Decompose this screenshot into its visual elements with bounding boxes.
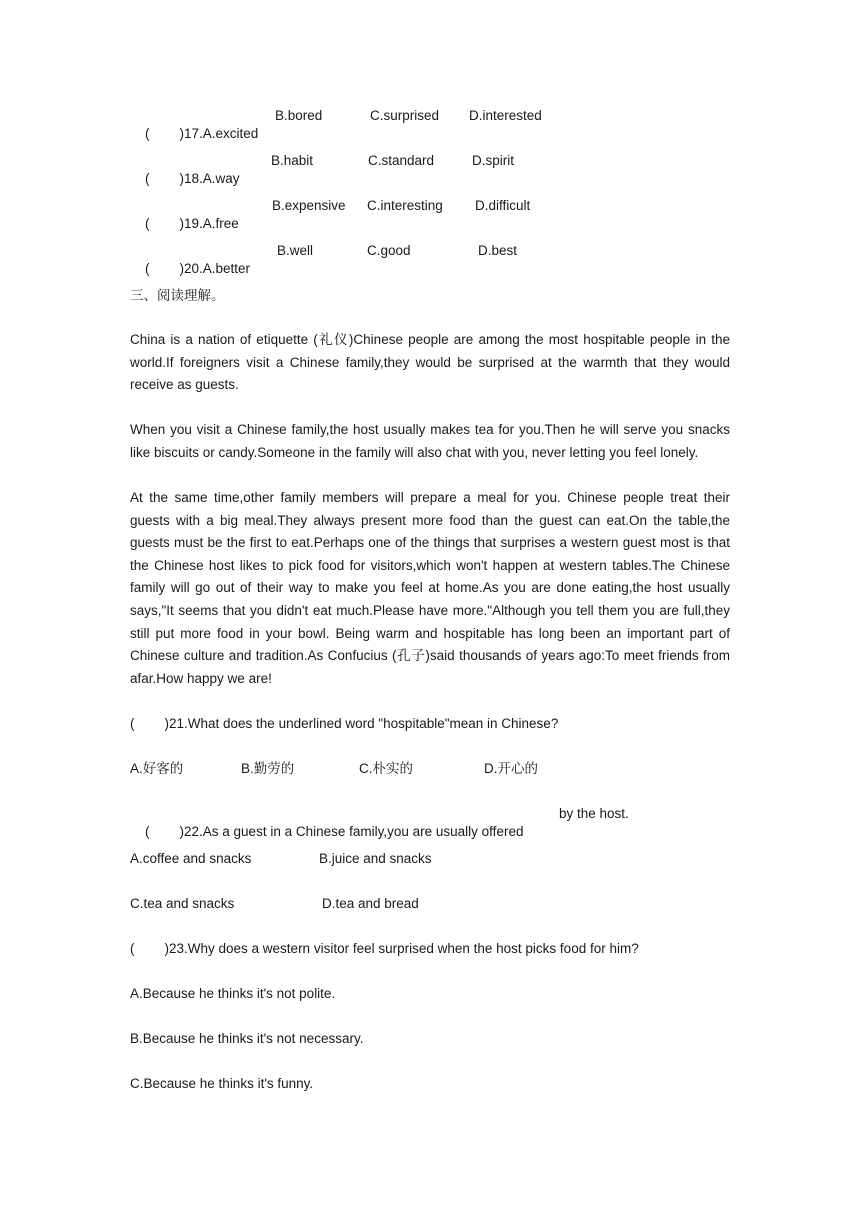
question-18-option-d: D.spirit	[472, 153, 515, 168]
question-23-option-a: A.Because he thinks it's not polite.	[130, 986, 336, 1001]
question-22-option-b: B.juice and snacks	[319, 851, 432, 866]
passage-paragraph-2: When you visit a Chinese family,the host usually makes tea for you.Then he will serve you snacks like biscuits or candy.Someone in the family will also chat with you, never letting you feel lonely.	[130, 422, 730, 460]
passage-paragraph-1: China is a nation of etiquette (礼仪)Chinese people are among the most hospitable people in the world.If foreigners visit a Chinese family,they would be surprised at the warmth that they would receive as guests.	[130, 332, 730, 393]
question-22-option-d: D.tea and bread	[322, 896, 419, 911]
question-21-option-c: C.朴实的	[359, 761, 413, 776]
question-23-option-c: C.Because he thinks it's funny.	[130, 1076, 314, 1091]
question-22-option-c: C.tea and snacks	[130, 896, 235, 911]
question-21-stem: ( )21.What does the underlined word "hospitable"mean in Chinese?	[130, 716, 559, 731]
question-20-stem: ( )20.A.better	[145, 261, 251, 276]
question-17-option-b: B.bored	[275, 108, 323, 123]
question-21-option-b: B.勤劳的	[241, 761, 295, 776]
passage-paragraph-3: At the same time,other family members will prepare a meal for you. Chinese people treat their guests with a big meal.They always present more food than the guest can eat.On the table,the guests must be the first to eat.Perhaps one of the things that surprises a western guest most is that the Chinese host likes to pick food for visitors,which won't happen at western tables.The Chinese family will go out of their way to make you feel at home.As you are done eating,the host usually says,"It seems that you didn't eat much.Please have more."Although you tell them you are full,they still put more food in your bowl. Being warm and hospitable has long been an important part of Chinese culture and tradition.As Confucius (孔子)said thousands of years ago:To meet friends from afar.How happy we are!	[130, 490, 730, 686]
question-18-option-b: B.habit	[271, 153, 314, 168]
question-20-option-c: C.good	[367, 243, 411, 258]
question-17-stem: ( )17.A.excited	[145, 126, 259, 141]
question-18-option-c: C.standard	[368, 153, 435, 168]
section-title: 三、阅读理解。	[130, 288, 225, 303]
question-19-option-c: C.interesting	[367, 198, 443, 213]
question-22-option-a: A.coffee and snacks	[130, 851, 252, 866]
question-23-stem: ( )23.Why does a western visitor feel surprised when the host picks food for him?	[130, 941, 639, 956]
question-21-option-a: A.好客的	[130, 761, 184, 776]
question-22-stem-start: ( )22.As a guest in a Chinese family,you are usually offered	[145, 824, 524, 839]
question-17-option-c: C.surprised	[370, 108, 440, 123]
question-22-stem-end: by the host.	[559, 806, 629, 821]
question-20-option-d: D.best	[478, 243, 518, 258]
question-18-stem: ( )18.A.way	[145, 171, 240, 186]
question-19-stem: ( )19.A.free	[145, 216, 239, 231]
question-23-option-b: B.Because he thinks it's not necessary.	[130, 1031, 364, 1046]
question-19-option-b: B.expensive	[272, 198, 346, 213]
question-20-option-b: B.well	[277, 243, 314, 258]
question-17-option-d: D.interested	[469, 108, 542, 123]
question-21-option-d: D.开心的	[484, 761, 538, 776]
question-19-option-d: D.difficult	[475, 198, 531, 213]
